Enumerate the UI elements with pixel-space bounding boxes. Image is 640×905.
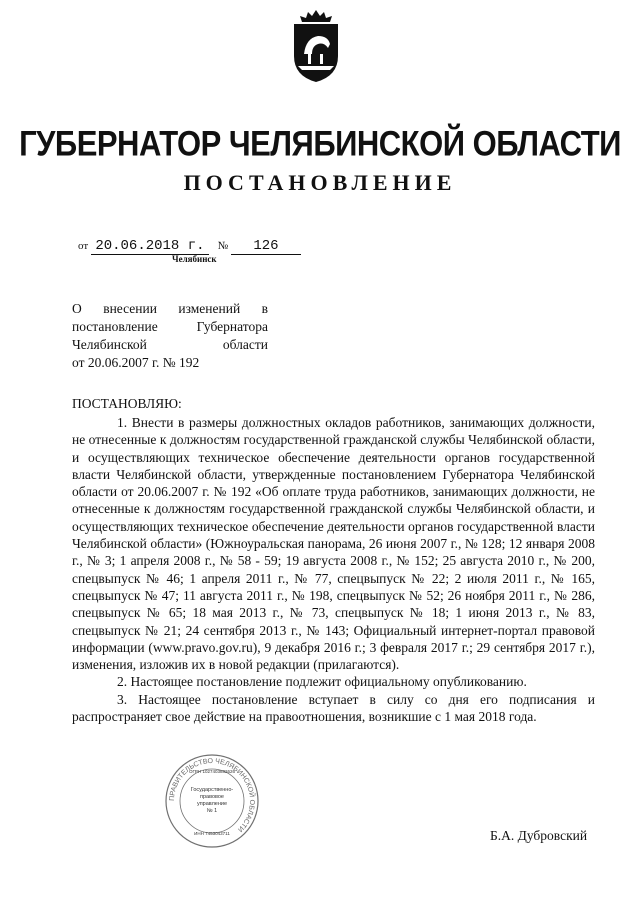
city: Челябинск xyxy=(172,254,217,264)
paragraph-3: 3. Настоящее постановление вступает в силу со дня его подписания и распространяет свое действие на правоотношения, возникшие с 1 мая 2018 года. xyxy=(72,691,595,725)
document-type: ПОСТАНОВЛЕНИЕ xyxy=(183,170,457,195)
seal-line: № 1 xyxy=(206,808,218,814)
seal-line: Государственно- xyxy=(190,787,234,793)
document-body xyxy=(72,414,595,725)
coat-of-arms-icon xyxy=(284,8,348,84)
document-number: 126 xyxy=(231,238,301,255)
number-sign: № xyxy=(217,240,229,252)
seal-ring-text: ПРАВИТЕЛЬСТВО ЧЕЛЯБИНСКОЙ ОБЛАСТИ xyxy=(168,757,256,833)
date-prefix: от xyxy=(78,240,89,252)
seal-inn: ИНН 7453043711 xyxy=(194,831,230,836)
subject-line: О внесении изменений в xyxy=(72,301,268,316)
paragraph-2: 2. Настоящее постановление подлежит официальному опубликованию. xyxy=(117,674,527,690)
subject-line: от 20.06.2007 г. № 192 xyxy=(72,355,200,370)
decree-word: ПОСТАНОВЛЯЮ: xyxy=(72,396,182,411)
subject-line: Челябинской области xyxy=(72,337,268,352)
signature-name: Б.А. Дубровский xyxy=(490,828,588,843)
seal-line: правовое xyxy=(200,794,224,800)
official-seal xyxy=(164,753,260,849)
paragraph-1: 1. Внести в размеры должностных окладов работников, занимающих должности, не отнесенные к должностям государственной гражданской службы Челябинской области, и осуществляющих техническое обеспечение деятельности органов государственной власти Челябинской области, утвержденные постановлением Губернатора Челябинской области от 20.06.2007 г. № 192 «Об оплате труда работников, занимающих должности, не отнесенные к должностям государственной гражданской службы Челябинской области, и осуществляющих техническое обеспечение деятельности органов государственной власти Челябинской области» (Южноуральская панорама, 26 июня 2007 г., № 128; 12 января 2008 г., № 3; 1 апреля 2008 г., № 58 - 59; 19 августа 2008 г., № 152; 25 августа 2010 г., № 200, спецвыпуск № 46; 1 апреля 2011 г., № 77, спецвыпуск № 22; 2 июля 2011 г., № 165, спецвыпуск № 47; 11 августа 2011 г., № 198, спецвыпуск № 52; 26 ноября 2011 г., № 286, спецвыпуск № 65; 18 мая 2013 г., № 73, спецвыпуск № 18; 1 июня 2013 г., № 83, спецвыпуск № 21; 24 сентября 2013 г., № 143; Официальный интернет-портал правовой информации (www.pravo.gov.ru), 9 декабря 2016 г.; 3 февраля 2017 г.; 29 сентября 2017 г.), изменения, изложив их в новой редакции (прилагаются). xyxy=(72,415,595,673)
subject-block xyxy=(72,300,268,372)
subject-line: постановление Губернатора xyxy=(72,319,268,334)
document-date: 20.06.2018 г. xyxy=(91,238,209,255)
seal-ogrn: ОГРН 1027403882626 xyxy=(189,769,235,774)
seal-line: управление xyxy=(196,801,228,807)
document-meta xyxy=(78,238,301,255)
authority-title: ГУБЕРНАТОР ЧЕЛЯБИНСКОЙ ОБЛАСТИ xyxy=(19,123,621,164)
